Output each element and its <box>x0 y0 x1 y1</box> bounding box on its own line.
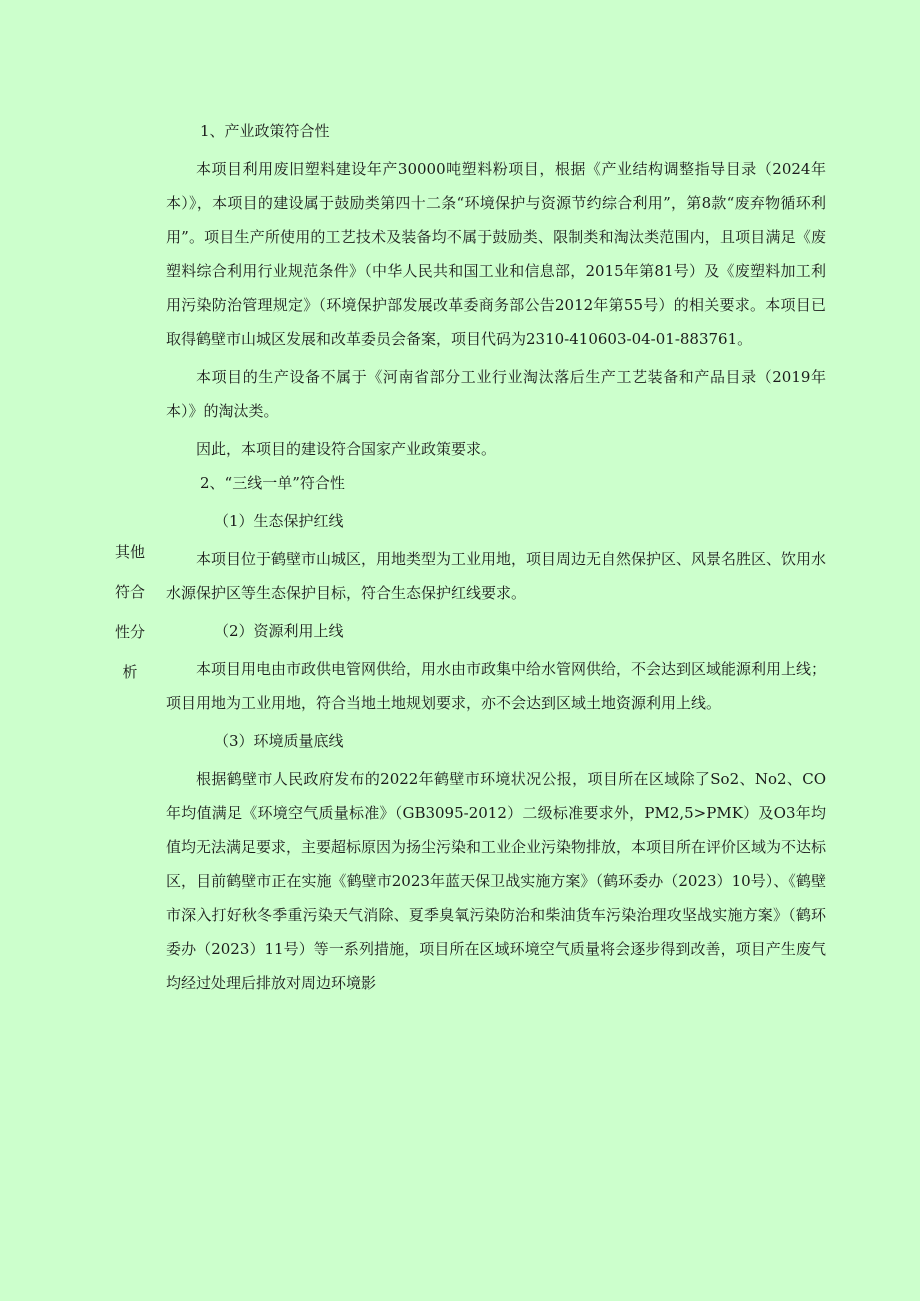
side-label-line: 符合 <box>114 583 145 601</box>
side-label-line: 析 <box>122 663 138 681</box>
side-label-line: 性分 <box>114 623 145 641</box>
paragraph-environmental-quality: 根据鹤壁市人民政府发布的2022年鹤壁市环境状况公报，项目所在区域除了So2、No2、CO年均值满足《环境空气质量标准》（GB3095-2012）二级标准要求外，PM2,5>PMK）及O3年均值均无法满足要求，主要超标原因为扬尘污染和工业企业污染物排放，本项目所在评价区域为不达标区，目前鹤壁市正在实施《鹤壁市2023年蓝天保卫战实施方案》（鹤环委办（2023）10号）、《鹤壁市深入打好秋冬季重污染天气消除、夏季臭氧污染防治和柴油货车污染治理攻坚战实施方案》（鹤环委办（2023）11号）等一系列措施，项目所在区域环境空气质量将会逐步得到改善，项目产生废气均经过处理后排放对周边环境影 <box>166 770 827 992</box>
side-label-line: 其他 <box>114 543 145 561</box>
subheading-resource-limit: （2）资源利用上线 <box>214 622 344 640</box>
paragraph-resource-limit: 本项目用电由市政供电管网供给，用水由市政集中给水管网供给，不会达到区域能源利用上线；项目用地为工业用地，符合当地土地规划要求，亦不会达到区域土地资源利用上线。 <box>166 660 827 712</box>
subheading-ecological-redline: （1）生态保护红线 <box>214 512 344 530</box>
paragraph-ecological-redline: 本项目位于鹤壁市山城区，用地类型为工业用地，项目周边无自然保护区、风景名胜区、饮用水水源保护区等生态保护目标，符合生态保护红线要求。 <box>166 550 827 602</box>
document-body <box>166 114 826 1000</box>
section-side-label <box>108 532 152 692</box>
subheading-environmental-quality: （3）环境质量底线 <box>214 732 344 750</box>
paragraph-conclusion: 因此，本项目的建设符合国家产业政策要求。 <box>196 440 497 458</box>
paragraph-industrial-policy: 本项目利用废旧塑料建设年产30000吨塑料粉项目，根据《产业结构调整指导目录（2024年本）》，本项目的建设属于鼓励类第四十二条“环境保护与资源节约综合利用”，第8款“废弃物循环利用”。项目生产所使用的工艺技术及装备均不属于鼓励类、限制类和淘汰类范围内，且项目满足《废塑料综合利用行业规范条件》（中华人民共和国工业和信息部，2015年第81号）及《废塑料加工利用污染防治管理规定》（环境保护部发展改革委商务部公告2012年第55号）的相关要求。本项目已取得鹤壁市山城区发展和改革委员会备案，项目代码为2310-410603-04-01-883761。 <box>166 160 826 348</box>
paragraph-equipment: 本项目的生产设备不属于《河南省部分工业行业淘汰落后生产工艺装备和产品目录（2019年本）》的淘汰类。 <box>166 368 826 420</box>
heading-three-lines-one-list: 2、“三线一单”符合性 <box>200 474 345 492</box>
heading-industrial-policy: 1、产业政策符合性 <box>200 122 330 140</box>
